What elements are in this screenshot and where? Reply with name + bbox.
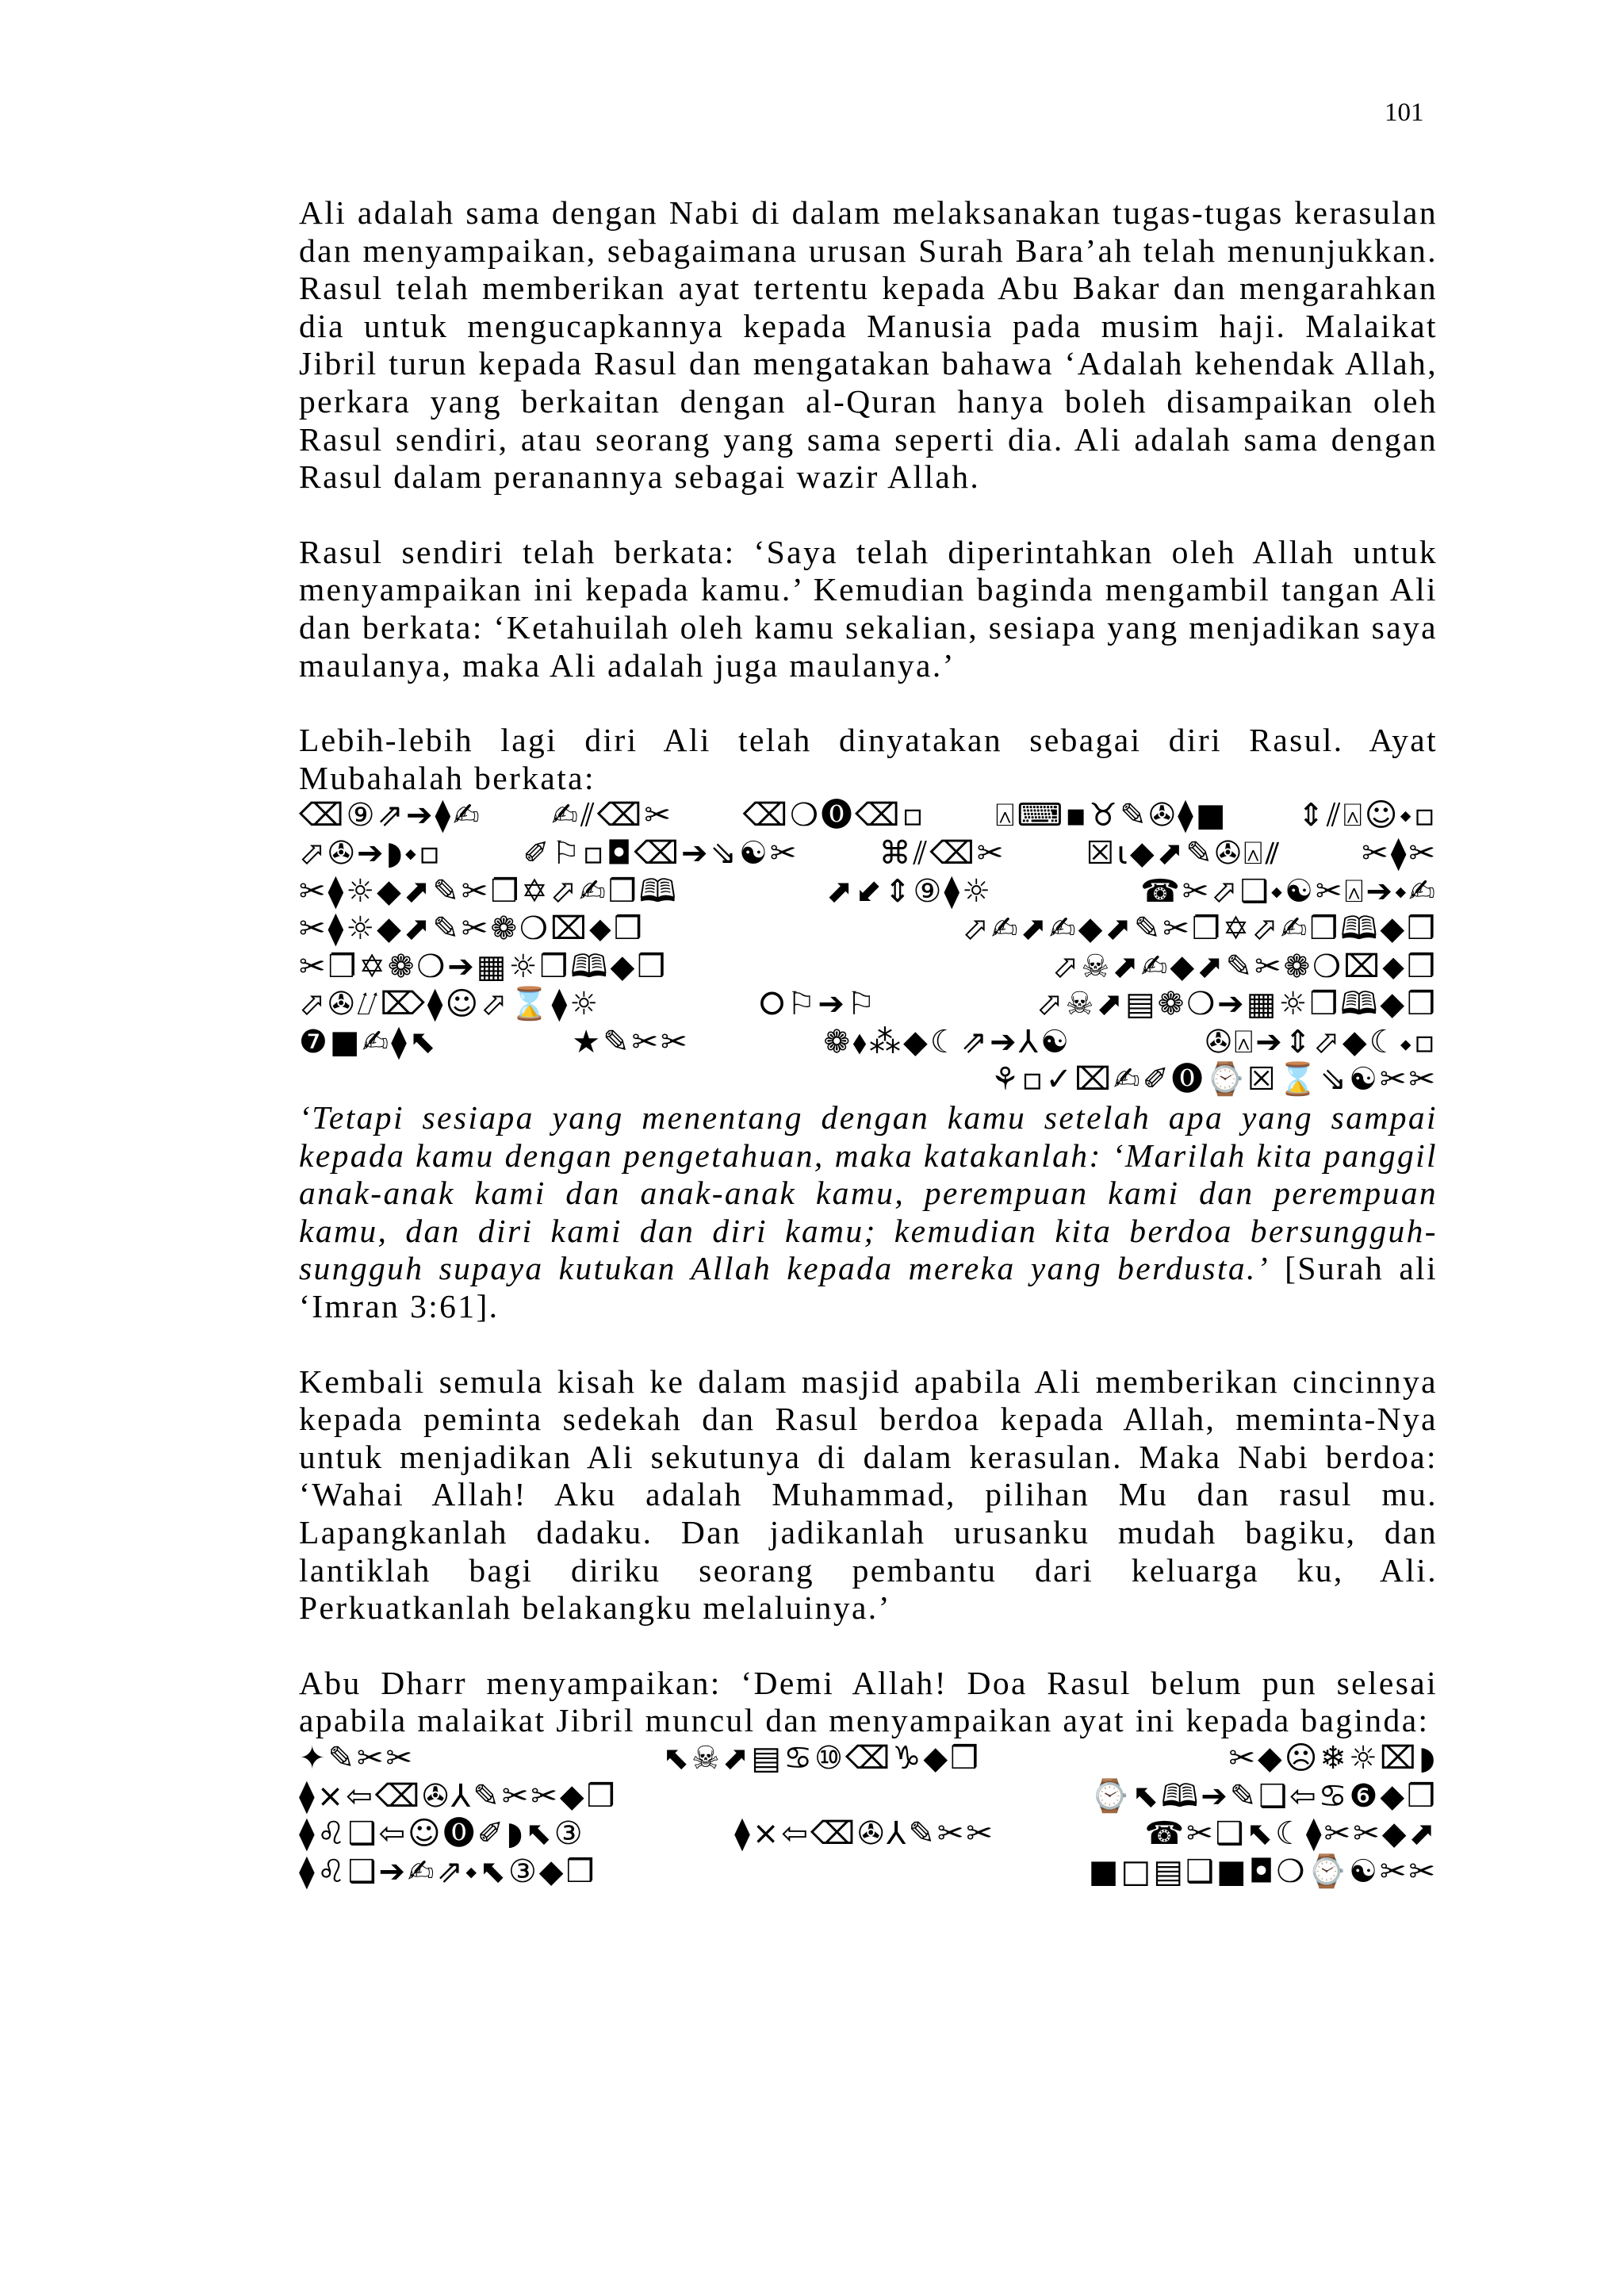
glyph-line	[299, 1024, 1438, 1062]
paragraph-3: Lebih-lebih lagi diri Ali telah dinyatakan sebagai diri Rasul. Ayat Mubahalah berkata:	[299, 722, 1438, 796]
page-number: 101	[1385, 98, 1424, 127]
glyph-segment: ⬉☠⬈▤♋⑩⌫♑◆❒	[662, 1739, 981, 1777]
glyph-segment: ⬀✇⌰⌦⧫☺⬀⌛⧫☼	[299, 986, 601, 1023]
verse-translation: ‘Tetapi sesiapa yang menentang dengan kamu setelah apa yang sampai kepada kamu dengan pengetahuan, maka katakanlah: ‘Marilah kita panggil anak-anak kami dan anak-anak kamu, perempuan kami dan perempuan kamu, dan diri kami dan diri kamu; kemudian kita berdoa bersungguh-sungguh supaya kutukan Allah kepada mereka yang berdusta.’	[299, 1099, 1438, 1287]
glyph-segment: ⭘⚐➔⚐	[759, 986, 878, 1023]
glyph-segment: ⬀☠⬈✍◆⬈✎✂❁❍⌧⬥❒	[1051, 948, 1438, 985]
glyph-segment: ✂◆☹❄☼⌧◗	[1228, 1739, 1438, 1777]
glyph-segment: ⌘⫽⌫✂	[879, 834, 1006, 872]
glyph-line	[299, 910, 1438, 949]
glyph-segment: ⬀✇➔◗⬩▫	[299, 834, 443, 872]
glyph-segment: ✂⧫☼◆⬈✎✂❁❍⌧⬥❒	[299, 910, 645, 948]
glyph-line	[299, 1815, 1438, 1853]
glyph-line	[299, 835, 1438, 873]
paragraph-5: Kembali semula kisah ke dalam masjid apabila Ali memberikan cincinnya kepada peminta sedekah dan Rasul berdoa kepada Allah, meminta-Nya untuk menjadikan Ali sekutunya di dalam kerasulan. Maka Nabi berdoa: ‘Wahai Allah! Aku adalah Muhammad, pilihan Mu dan rasul mu. Lapangkanlah dadaku. Dan jadikanlah urusanku mudah bagiku, dan lantiklah bagi diriku seorang pembantu dari keluarga ku, Ali. Perkuatkanlah belakangku melaluinya.’	[299, 1363, 1438, 1627]
glyph-line	[299, 949, 1438, 987]
glyph-segment: ⧫×⇦⌫✇⅄✎✂✂◆❒	[299, 1777, 618, 1815]
glyph-line	[299, 1740, 1438, 1778]
glyph-line	[299, 873, 1438, 911]
paragraph-6: Abu Dharr menyampaikan: ‘Demi Allah! Doa Rasul belum pun selesai apabila malaikat Jibril muncul dan menyampaikan ayat ini kepada baginda:	[299, 1664, 1438, 1739]
glyph-line	[299, 1853, 1438, 1892]
glyph-segment: ✂⧫✂	[1362, 834, 1438, 872]
arabic-verse-glyphs-2	[299, 1740, 1438, 1891]
glyph-segment: ⍓⌨▪♉✎✇⧫■	[995, 797, 1228, 834]
paragraph-2: Rasul sendiri telah berkata: ‘Saya telah diperintahkan oleh Allah untuk menyampaikan ini kepada kamu.’ Kemudian baginda mengambil tangan Ali dan berkata: ‘Ketahuilah oleh kamu sekalian, sesiapa yang menjadikan saya maulanya, maka Ali adalah juga maulanya.’	[299, 533, 1438, 684]
glyph-segment: ⬈⬋⇕⑨⧫☼	[825, 872, 993, 910]
glyph-segment: ⧫♌❑➔✍⇗⬩⬉③◆❒	[299, 1853, 597, 1890]
glyph-segment: ⬀☠⬈▤❁❍➔▦☼❒🕮◆❒	[1036, 986, 1438, 1023]
glyph-segment: ⧫×⇦⌫✇⅄✎✂✂	[734, 1815, 995, 1853]
glyph-segment: ✂⧫☼◆⬈✎✂❐✡⬀✍❒🕮	[299, 872, 679, 910]
glyph-segment: ⌫⑨⇗➔⧫✍	[299, 797, 482, 834]
glyph-segment: ✂❐✡❁❍➔▦☼❒🕮◆❒	[299, 948, 668, 985]
glyph-segment: ■□▤❑■◘❍⌚☯✂✂	[1088, 1853, 1438, 1890]
glyph-segment: ❼■✍⧫⬉	[299, 1023, 439, 1060]
paragraph-4	[299, 1099, 1438, 1326]
glyph-segment: ⬀✍⬈✍◆⬈✎✂❐✡⬀✍❒🕮◆❒	[962, 910, 1438, 948]
paragraph-1: Ali adalah sama dengan Nabi di dalam melaksanakan tugas-tugas kerasulan dan menyampaikan, sebagaimana urusan Surah Bara’ah telah menunjukkan. Rasul telah memberikan ayat tertentu kepada Abu Bakar dan mengarahkan dia untuk mengucapkannya kepada Manusia pada musim haji. Malaikat Jibril turun kepada Rasul dan mengatakan bahawa ‘Adalah kehendak Allah, perkara yang berkaitan dengan al-Quran hanya boleh disampaikan oleh Rasul sendiri, atau seorang yang sama seperti dia. Ali adalah sama dengan Rasul dalam peranannya sebagai wazir Allah.	[299, 194, 1438, 496]
glyph-segment: ☎✂❑⬉☾⧫✂✂◆⬈	[1144, 1815, 1438, 1853]
glyph-segment: ★✎✂✂	[572, 1023, 690, 1060]
glyph-segment: ⌚⬉🕮➔✎❑⇦♋❻◆❒	[1090, 1777, 1438, 1815]
glyph-segment: ⌫❍⓿⌫▫	[742, 797, 926, 834]
glyph-segment: ✇⍓➔⇕⬀◆☾⬩▫	[1205, 1023, 1438, 1060]
verse-reference: [Surah ali ‘Imran 3:61].	[299, 1250, 1438, 1325]
glyph-segment: ❁⬧⁂◆☾⇗➔⅄☯	[823, 1023, 1071, 1060]
glyph-segment: ☎✂⬀❑⬩☯✂⍓➔⬩✍	[1140, 872, 1438, 910]
glyph-line	[299, 797, 1438, 835]
glyph-segment: ✍⫽⌫✂	[551, 797, 673, 834]
glyph-segment: ⇕⫽⍓☺⬩▫	[1297, 797, 1438, 834]
glyph-line	[299, 1061, 1438, 1099]
page-body	[299, 194, 1438, 1891]
glyph-segment: ☒⍳◆⬈✎✇⍓⫽	[1086, 834, 1282, 872]
glyph-segment: ⚘▫✓⌧✍✐⓿⌚☒⌛⇘☯✂✂	[990, 1061, 1438, 1098]
glyph-segment: ✐⚐▫◘⌫➔⇘☯✂	[523, 834, 799, 872]
arabic-verse-glyphs-1	[299, 797, 1438, 1099]
glyph-segment: ⧫♌❑⇦☺⓿✐◗⬉③	[299, 1815, 585, 1853]
glyph-line	[299, 1778, 1438, 1816]
glyph-segment: ✦✎✂✂	[299, 1739, 416, 1777]
glyph-line	[299, 986, 1438, 1024]
